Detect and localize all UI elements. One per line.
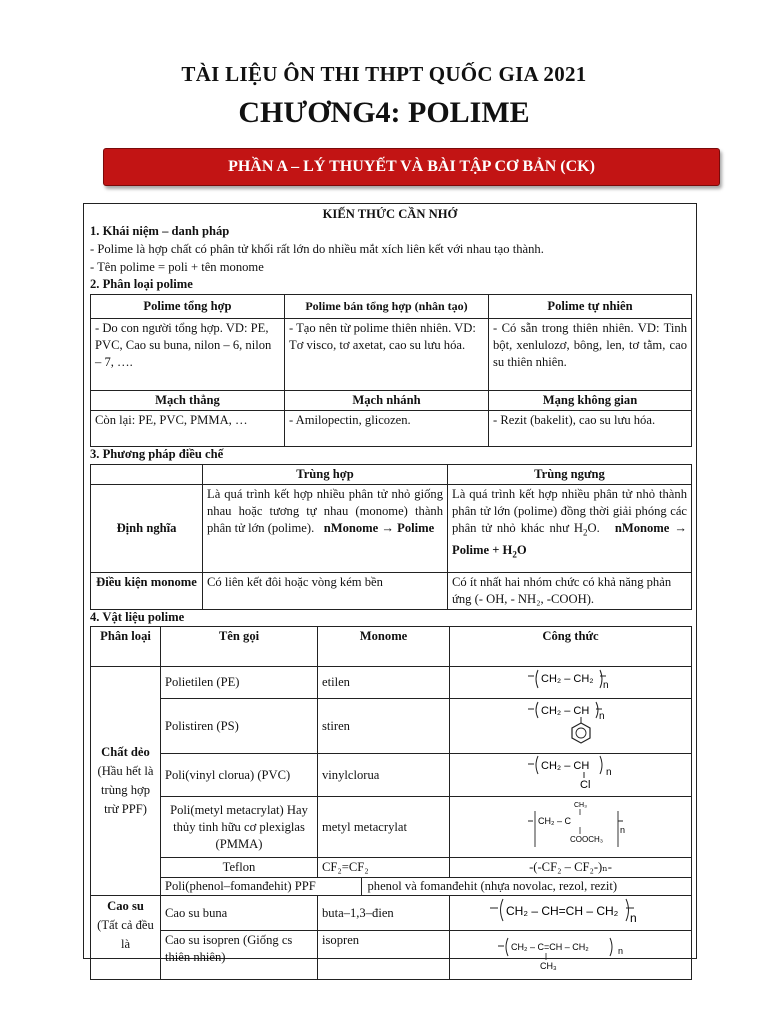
preparation-table (90, 464, 692, 610)
header-semi-synthetic: Polime bán tổng hợp (nhân tạo) (285, 295, 489, 319)
pvc-monomer: vinylclorua (318, 754, 450, 797)
svg-text:CH₂ – CH: CH₂ – CH (541, 705, 590, 717)
teflon-monomer: CF₂=CF₂ (318, 858, 450, 878)
pe-monomer: etilen (318, 667, 450, 699)
header-category: Phân loại (91, 627, 161, 667)
box-title: KIẾN THỨC CẦN NHỚ (322, 207, 458, 221)
condensation-definition: Là quá trình kết hợp nhiều phân tử nhỏ thành phân tử lớn (polime) đồng thời giải phóng các phân tử nhỏ khác như $H_2O$. nMonome → $Polime + H_2O$ (448, 485, 692, 573)
svg-text:CH₂ – CH: CH₂ – CH (541, 760, 590, 772)
condensation-condition: Có ít nhất hai nhóm chức có khả năng phản ứng (- OH, - NH₂, -COOH). (448, 573, 692, 610)
header-natural: Polime tự nhiên (489, 295, 692, 319)
svg-text:n: n (618, 946, 624, 956)
svg-text:n: n (630, 911, 637, 925)
section-1-line-2: - Tên polime = poli + tên monome (90, 260, 264, 274)
plastics-category: Chất dẻo (Hầu hết là trùng hợp trừ PPF) (91, 667, 161, 896)
ppf-name: Poli(phenol–fomanđehit) PPF (161, 878, 361, 895)
section-4-heading: 4. Vật liệu polime (90, 610, 185, 624)
svg-text:Cl: Cl (580, 779, 591, 791)
natural-text: - Có sẵn trong thiên nhiên. VD: Tinh bột, xenlulozơ, bông, len, tơ tằm, cao su thiên nhiên. (489, 319, 692, 391)
isoprene-formula-structure (450, 931, 688, 974)
teflon-name: Teflon (161, 858, 318, 878)
pe-name: Polietilen (PE) (161, 667, 318, 699)
svg-text:CH₂ – CH=CH – CH₂: CH₂ – CH=CH – CH₂ (506, 904, 619, 918)
isoprene-formula (450, 931, 692, 980)
header-name: Tên gọi (161, 627, 318, 667)
materials-table (90, 626, 692, 980)
pe-repeat-unit: CH₂ – CH₂ (541, 673, 594, 685)
header-linear: Mạch thẳng (91, 391, 285, 411)
classification-table (90, 294, 692, 447)
svg-text:CH₃: CH₃ (574, 802, 587, 809)
header-network: Mạng không gian (489, 391, 692, 411)
pvc-name: Poli(vinyl clorua) (PVC) (161, 754, 318, 797)
svg-text:n: n (599, 711, 605, 722)
synthetic-text: - Do con người tổng hợp. VD: PE, PVC, Cao su buna, nilon – 6, nilon – 7, …. (91, 319, 285, 391)
pe-formula (450, 667, 692, 699)
part-banner: PHẦN A – LÝ THUYẾT VÀ BÀI TẬP CƠ BẢN (CK) (103, 148, 720, 186)
svg-text:n: n (620, 825, 626, 835)
pvc-formula (450, 754, 692, 797)
svg-text:CH₂ – C=CH – CH₂: CH₂ – C=CH – CH₂ (511, 942, 589, 952)
document-title: TÀI LIỆU ÔN THI THPT QUỐC GIA 2021 (181, 62, 587, 86)
linear-text: Còn lại: PE, PVC, PMMA, … (91, 411, 285, 447)
section-1-heading: 1. Khái niệm – danh pháp (90, 224, 230, 238)
section-2-heading: 2. Phân loại polime (90, 277, 193, 291)
ppf-row (161, 878, 692, 896)
svg-text:n: n (606, 767, 612, 778)
teflon-formula: -(-CF₂ – CF₂-)ₙ- (450, 858, 692, 878)
polymerization-condition: Có liên kết đôi hoặc vòng kém bền (203, 573, 448, 610)
blank-header-cell (91, 465, 203, 485)
header-synthetic: Polime tổng hợp (91, 295, 285, 319)
ppf-monomer: phenol và fomanđehit (nhựa novolac, rezol, rezit) (367, 879, 618, 893)
polymerization-definition: Là quá trình kết hợp nhiều phân tử nhỏ giống nhau hoặc tương tự nhau (monome) thành phân tử lớn (polime). nMonome → Polime (203, 485, 448, 573)
header-polymerization: Trùng hợp (203, 465, 448, 485)
isoprene-name: Cao su isopren (Giống cs thiên nhiên) (161, 931, 318, 980)
header-monomer: Monome (318, 627, 450, 667)
svg-text:n: n (603, 680, 609, 691)
header-branched: Mạch nhánh (285, 391, 489, 411)
pvc-formula-structure (450, 754, 688, 791)
pmma-formula-structure (450, 797, 688, 852)
header-formula: Công thức (450, 627, 692, 667)
ps-formula (450, 699, 692, 754)
pe-formula-structure (450, 667, 688, 693)
svg-text:COOCH₃: COOCH₃ (570, 835, 604, 844)
chapter-title: CHƯƠNG4: POLIME (238, 96, 530, 129)
semi-synthetic-text: - Tạo nên từ polime thiên nhiên. VD: Tơ visco, tơ axetat, cao su lưu hóa. (285, 319, 489, 391)
ps-formula-structure (450, 699, 688, 748)
benzene-ring-icon (572, 723, 590, 743)
section-3-heading: 3. Phương pháp điều chế (90, 447, 224, 461)
pmma-formula (450, 797, 692, 858)
buna-formula (450, 896, 692, 931)
branched-text: - Amilopectin, glicozen. (285, 411, 489, 447)
pmma-monomer: metyl metacrylat (318, 797, 450, 858)
svg-text:CH₃: CH₃ (540, 961, 557, 971)
knowledge-box (83, 203, 697, 971)
buna-name: Cao su buna (161, 896, 318, 931)
row-definition-label: Định nghĩa (91, 485, 203, 573)
ps-monomer: stiren (318, 699, 450, 754)
svg-text:CH₂ – C: CH₂ – C (538, 816, 571, 826)
rubber-category: Cao su (Tất cả đều là (91, 896, 161, 980)
buna-monomer: buta–1,3–đien (318, 896, 450, 931)
isoprene-monomer: isopren (318, 931, 450, 980)
network-text: - Rezit (bakelit), cao su lưu hóa. (489, 411, 692, 447)
row-condition-label: Điều kiện monome (91, 573, 203, 610)
header-condensation: Trùng ngưng (448, 465, 692, 485)
ps-name: Polistiren (PS) (161, 699, 318, 754)
pmma-name: Poli(metyl metacrylat) Hay thủy tinh hữu cơ plexiglas (PMMA) (161, 797, 318, 858)
buna-formula-structure (450, 896, 688, 925)
section-1-line-1: - Polime là hợp chất có phân tử khối rất lớn do nhiều mắt xích liên kết với nhau tạo thành. (90, 242, 544, 256)
